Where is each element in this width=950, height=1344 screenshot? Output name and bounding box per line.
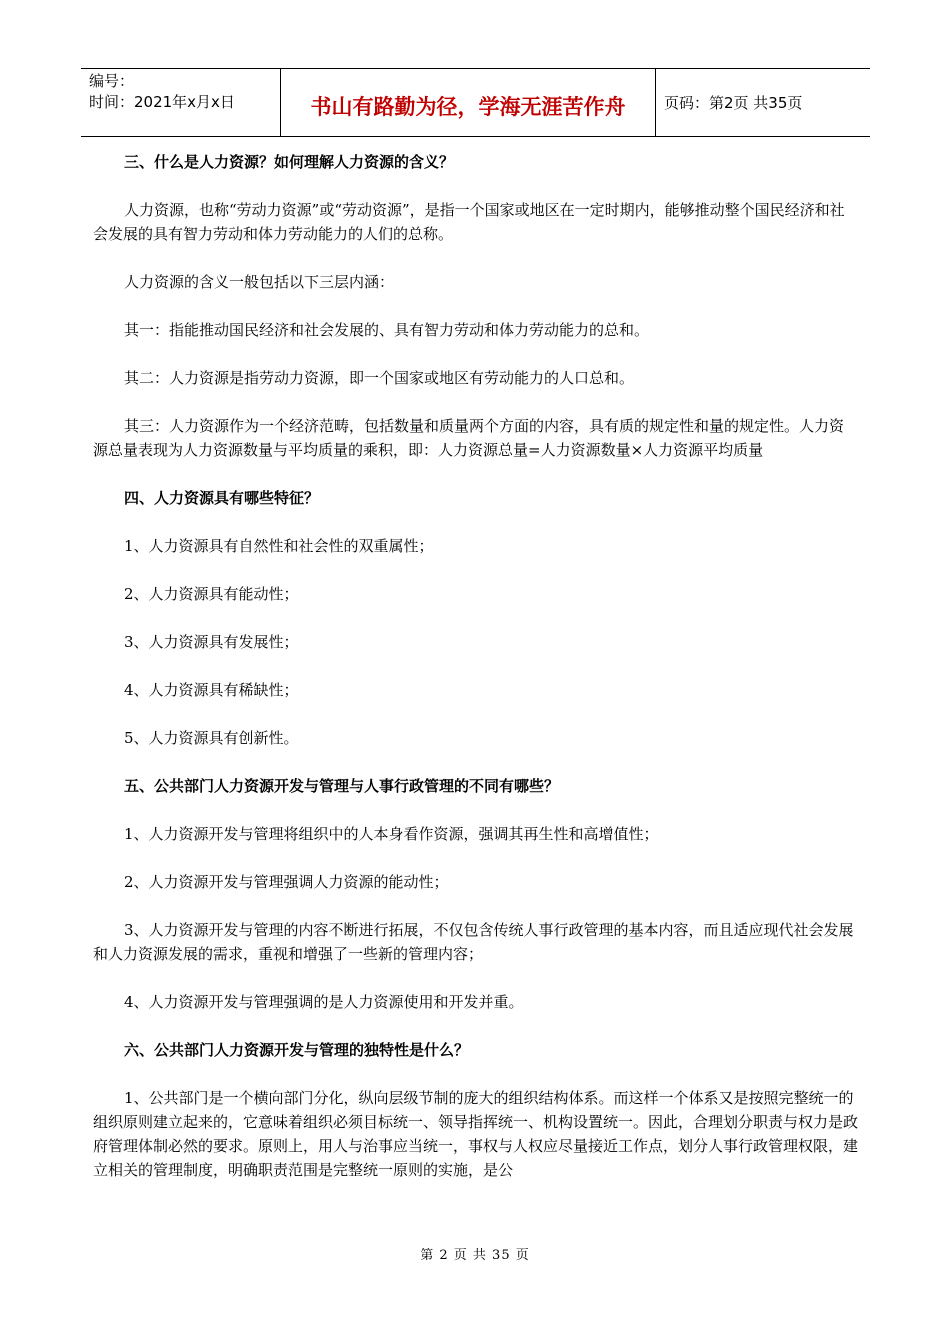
page-footer: 第 2 页 共 35 页 bbox=[420, 1248, 530, 1263]
section-heading: 四、人力资源具有哪些特征？ bbox=[124, 489, 320, 507]
list-item: 3、人力资源开发与管理的内容不断进行拓展，不仅包含传统人事行政管理的基本内容，而且适应现代社会发展和人力资源发展的需求，重视和增强了一些新的管理内容； bbox=[93, 921, 854, 963]
header-page-info: 页码：第2页 共35页 bbox=[664, 94, 803, 112]
section-heading: 三、什么是人力资源？如何理解人力资源的含义？ bbox=[124, 153, 455, 171]
section-heading: 六、公共部门人力资源开发与管理的独特性是什么？ bbox=[124, 1041, 470, 1059]
paragraph: 其二：人力资源是指劳动力资源，即一个国家或地区有劳动能力的人口总和。 bbox=[124, 369, 635, 387]
time-label: 时间：2021年x月x日 bbox=[89, 93, 235, 111]
section-heading: 五、公共部门人力资源开发与管理与人事行政管理的不同有哪些？ bbox=[124, 777, 560, 795]
header-meta bbox=[81, 69, 281, 136]
page-header bbox=[81, 68, 870, 137]
list-item: 2、人力资源具有能动性； bbox=[124, 585, 299, 603]
paragraph: 人力资源的含义一般包括以下三层内涵： bbox=[124, 273, 395, 291]
document-body bbox=[93, 150, 858, 1206]
list-item: 2、人力资源开发与管理强调人力资源的能动性； bbox=[124, 873, 449, 891]
paragraph: 其一：指能推动国民经济和社会发展的、具有智力劳动和体力劳动能力的总和。 bbox=[124, 321, 650, 339]
number-label: 编号： bbox=[89, 72, 135, 90]
paragraph: 人力资源，也称“劳动力资源”或“劳动资源”，是指一个国家或地区在一定时期内，能够推动整个国民经济和社会发展的具有智力劳动和体力劳动能力的人们的总称。 bbox=[93, 201, 845, 243]
list-item: 3、人力资源具有发展性； bbox=[124, 633, 299, 651]
list-item: 5、人力资源具有创新性。 bbox=[124, 729, 299, 747]
paragraph: 1、公共部门是一个横向部门分化，纵向层级节制的庞大的组织结构体系。而这样一个体系又是按照完整统一的组织原则建立起来的，它意味着组织必须目标统一、领导指挥统一、机构设置统一。因此，合理划分职责与权力是政府管理体制必然的要求。原则上，用人与治事应当统一，事权与人权应尽量接近工作点，划分人事行政管理权限，建立相关的管理制度，明确职责范围是完整统一原则的实施，是公 bbox=[93, 1089, 859, 1179]
list-item: 4、人力资源开发与管理强调的是人力资源使用和开发并重。 bbox=[124, 993, 524, 1011]
list-item: 4、人力资源具有稀缺性； bbox=[124, 681, 299, 699]
list-item: 1、人力资源开发与管理将组织中的人本身看作资源，强调其再生性和高增值性； bbox=[124, 825, 659, 843]
list-item: 1、人力资源具有自然性和社会性的双重属性； bbox=[124, 537, 434, 555]
paragraph: 其三：人力资源作为一个经济范畴，包括数量和质量两个方面的内容，具有质的规定性和量的规定性。人力资源总量表现为人力资源数量与平均质量的乘积，即：人力资源总量=人力资源数量×人力资源平均质量 bbox=[93, 417, 845, 459]
header-motto: 书山有路勤为径，学海无涯苦作舟 bbox=[281, 69, 656, 136]
